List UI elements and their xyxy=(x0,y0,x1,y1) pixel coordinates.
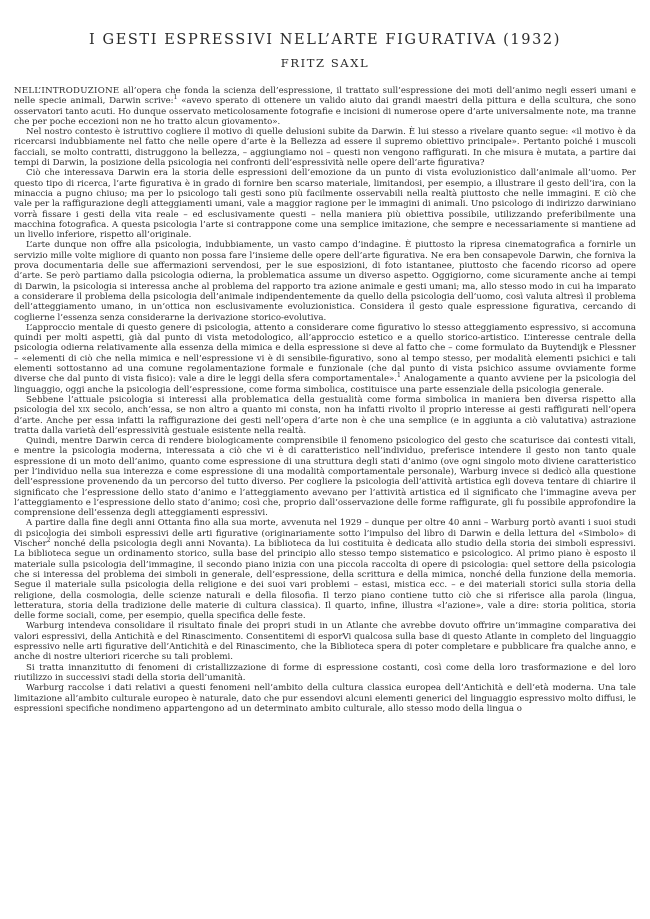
paragraph-6-text-b: secolo, anch’essa, se non altro a quanto mi consta, non ha infatti rivolto il proprio interesse ai gesti raffigurati nell’opera d’arte. Anche per essa infatti la raffigurazione dei gesti nell’opera d’arte non è che una semplice (e in aggiunta a ciò valutativa) astrazione tratta dalla varietà dell’espressività gestuale esistente nella realtà. xyxy=(14,405,636,436)
paragraph-6-text-a: Sebbene l’attuale psicologia si interessi alla problematica della gestualità come forma simbolica in maniera ben diversa rispetto alla psicologia del xyxy=(14,394,636,416)
paragraph-10: Si tratta innanzitutto di fenomeni di cristallizzazione di forme di espressione costanti, così come della loro trasformazione e del loro riutilizzo in successivi stadi della storia dell’umanità. xyxy=(14,662,636,683)
paragraph-7: Quindi, mentre Darwin cerca di rendere biologicamente comprensibile il fenomeno psicologico del gesto che scaturisce dai contesti vitali, e mentre la psicologia moderna, interessata a ciò che vi è di caratteristico nell’individuo, preferisce intendere il gesto non tanto quale espressione di un moto dell’animo, quanto come espressione di una struttura degli stati d’animo (ove ogni singolo moto diviene caratteristico per l’individuo nella sua interezza e come espressione di una modalità comportamentale personale), Warburg invece si dedicò alla questione dell’espressione provenendo da un percorso del tutto diverso. Per cogliere la psicologia dell’attività artistica egli doveva tentare di chiarire il significato che l’espressione dello stato d’animo e l’atteggiamento avevano per l’attività artistica ed il significato che l’immagine aveva per l’atteggiamento e l’espressione dello stato d’animo; così che, proprio dall’osservazione delle forme raffigurate, gli fu possibile approfondire la comprensione dell’essenza degli atteggiamenti espressivi. xyxy=(14,436,636,519)
paragraph-8-text-a: A partire dalla fine degli anni Ottanta fino alla sua morte, avvenuta nel 1929 – dunque per oltre 40 anni – Warburg portò avanti i suoi studi di psicologia dei simboli espressivi delle arti figurative (originariamente sotto l’impulso del libro di Darwin e della lettura del «Simbolo» di Vischer xyxy=(14,518,636,550)
paragraph-5-text-b: Analogamente a quanto avviene per la psicologia del linguaggio, oggi anche la psicologia dell’espressione, come forma simbolica, costituisce una parte essenziale della psicologia generale. xyxy=(14,374,636,395)
article-author: FRITZ SAXL xyxy=(280,56,370,70)
article-title: I GESTI ESPRESSIVI NELL’ARTE FIGURATIVA (1932) xyxy=(88,32,561,48)
paragraph-2: Nel nostro contesto è istruttivo cogliere il motivo di quelle delusioni subite da Darwin. È lui stesso a rivelare quanto segue: «il motivo è da ricercarsi indubbiamente nel fatto che nelle opere d’arte è la Bellezza ad essere il supremo obiettivo principale». Pertanto poiché i muscoli facciali, se molto contratti, distruggono la bellezza, – aggiungiamo noi – questi non vengono raffigurati. In che misura è mutata, a partire dai tempi di Darwin, la posizione della psicologia nei confronti dell’espressività nelle opere dell’arte figurativa? xyxy=(14,127,636,169)
article-body xyxy=(14,86,636,714)
paragraph-8-text-b: nonché della psicologia degli anni Novanta). La biblioteca da lui costituita è dedicata allo studio della storia dei simboli espressivi. La biblioteca segue un ordinamento storico, sulla base del principio allo stesso tempo sistematico e psicologico. Al primo piano è esposto il materiale sulla psicologia dell’immagine, il secondo piano inizia con una piccola raccolta di opere di psicologia: quel settore della psicologia che si interessa del problema dei simboli in generale, dell’espressione, della scrittura e della mimica, nonché della funzione della memoria. Segue il materiale sulla psicologia della religione e dei suoi vari problemi – estasi, mistica ecc. – e dei materiali storici sulla storia della religione, della cosmologia, delle scienze naturali e della filosofia. Il terzo piano contiene tutto ciò che si riferisce alla parola (lingua, letteratura, storia della tradizione delle materie di cultura classica). Il quarto, infine, illustra «l’azione», vale a dire: storia politica, storia delle forme sociali, come, per esempio, quella specifica delle feste. xyxy=(14,539,636,622)
footnote-marker: 1 xyxy=(173,94,178,102)
paragraph-1-text-b: «avevo sperato di ottenere un valido aiuto dai grandi maestri della pittura e della scultura, che sono osservatori tanto acuti. Ho dunque osservato meticolosamente fotografie e incisioni di numerose opere d’arte universalmente note, ma tranne che per poche eccezioni non ne ho tratto alcun giovamento». xyxy=(14,96,636,127)
paragraph-5-text-a: L’approccio mentale di questo genere di psicologia, attento a considerare come figurativo lo stesso atteggiamento espressivo, si accomuna quindi per molti aspetti, già dal punto di vista metodologico, all’approccio estetico e a quello storico-artistico. L’interesse centrale della psicologia odierna relativamente alla essenza della mimica e della espressione si deve al fatto che – come formulato da Buytendijk e Plessner – «elementi di ciò che nella mimica e nell’espressione vi è di sensibile-figurativo, sono al tempo stesso, per modalità elementi psichici e tali elementi sottostanno ad una comune regolamentazione formale e funzionale (che dal punto di vista psichico assume ovviamente forme diverse che dal punto di vista fisico): vale a dire le leggi della sfera comportamentale». xyxy=(14,322,636,385)
paragraph-5 xyxy=(14,323,636,395)
paragraph-6 xyxy=(14,395,636,436)
century-numeral: xix xyxy=(78,405,91,416)
footnote-marker: 1 xyxy=(397,372,401,380)
footnote-marker: 2 xyxy=(46,537,51,545)
paragraph-11: Warburg raccolse i dati relativi a questi fenomeni nell’ambito della cultura classica europea dell’Antichità e dell’età moderna. Una tale limitazione all’ambito culturale europeo è naturale, dato che pur essendovi alcuni elementi generici del linguaggio espressivo molto diffusi, le espressioni specifiche nondimeno appartengono ad un determinato ambito culturale, allo stesso modo della lingua o xyxy=(14,683,636,714)
paragraph-1 xyxy=(14,86,636,127)
lead-in-text: NELL’INTRODUZIONE xyxy=(14,86,120,96)
paragraph-4: L’arte dunque non offre alla psicologia, indubbiamente, un vasto campo d’indagine. È piuttosto la ripresa cinematografica a fornirle un servizio mille volte migliore di quanto non possa fare l’insieme delle opere dell’arte figurativa. Ne era ben consapevole Darwin, che forniva la prova documentaria delle sue affermazioni servendosi, per le sue esposizioni, di foto istantanee, piuttosto che facendo ricorso ad opere d’arte. Se però partiamo dalla psicologia odierna, la problematica assume un diverso aspetto. Oggigiorno, come sicuramente anche ai tempi di Darwin, la psicologia si interessa anche al problema del rapporto tra azione animale e gesti umani; ma, allo stesso modo in cui ha imparato a considerare il problema della psicologia dell’animale indipendentemente da quello della psicologia dell’uomo, così valuta altresì il problema dell’atteggiamento umano, in un’ottica non esclusivamente evoluzionistica. Considera il gesto quale espressione figurativa, cercando di coglierne l’essenza senza considerarne la derivazione storico-evolutiva. xyxy=(14,240,636,323)
paragraph-3: Ciò che interessava Darwin era la storia delle espressioni dell’emozione da un punto di vista evoluzionistico dall’animale all’uomo. Per questo tipo di ricerca, l’arte figurativa è in grado di fornire ben scarso materiale, limitandosi, per esempio, a illustrare il gesto dell’ira, con la minaccia a pugno chiuso; ma per lo psicologo tali gesti sono più facilmente osservabili nella realtà piuttosto che nelle immagini. E ciò che vale per la raffigurazione degli atteggiamenti umani, vale a maggior ragione per le immagini di animali. Uno psicologo di indirizzo darwiniano vorrà fissare i gesti della vita reale – ed esclusivamente questi – nella maniera più obiettiva possibile, utilizzando preferibilmente una macchina fotografica. A questa psicologia l’arte si contrappone come una semplice imitazione, che sempre e necessariamente si mantiene ad un livello inferiore, rispetto all’originale. xyxy=(14,168,636,241)
paragraph-9: Warburg intendeva consolidare il risultato finale dei propri studi in un Atlante che avrebbe dovuto offrire un’immagine comparativa dei valori espressivi, della Antichità e del Rinascimento. Consentitemi di esporVi qualcosa sulla base di questo Atlante in completo del linguaggio espressivo nelle arti figurative dell’Antichità e del Rinascimento, che la Biblioteca spera di poter completare e pubblicare fra qualche anno, e anche di nostre ulteriori ricerche su tali problemi. xyxy=(14,621,636,663)
paragraph-8 xyxy=(14,518,636,621)
paragraph-1-text-a: all’opera che fonda la scienza dell’espressione, il trattato sull’espressione dei moti dell’animo negli esseri umani e nelle specie animali, Darwin scrive: xyxy=(14,86,636,107)
